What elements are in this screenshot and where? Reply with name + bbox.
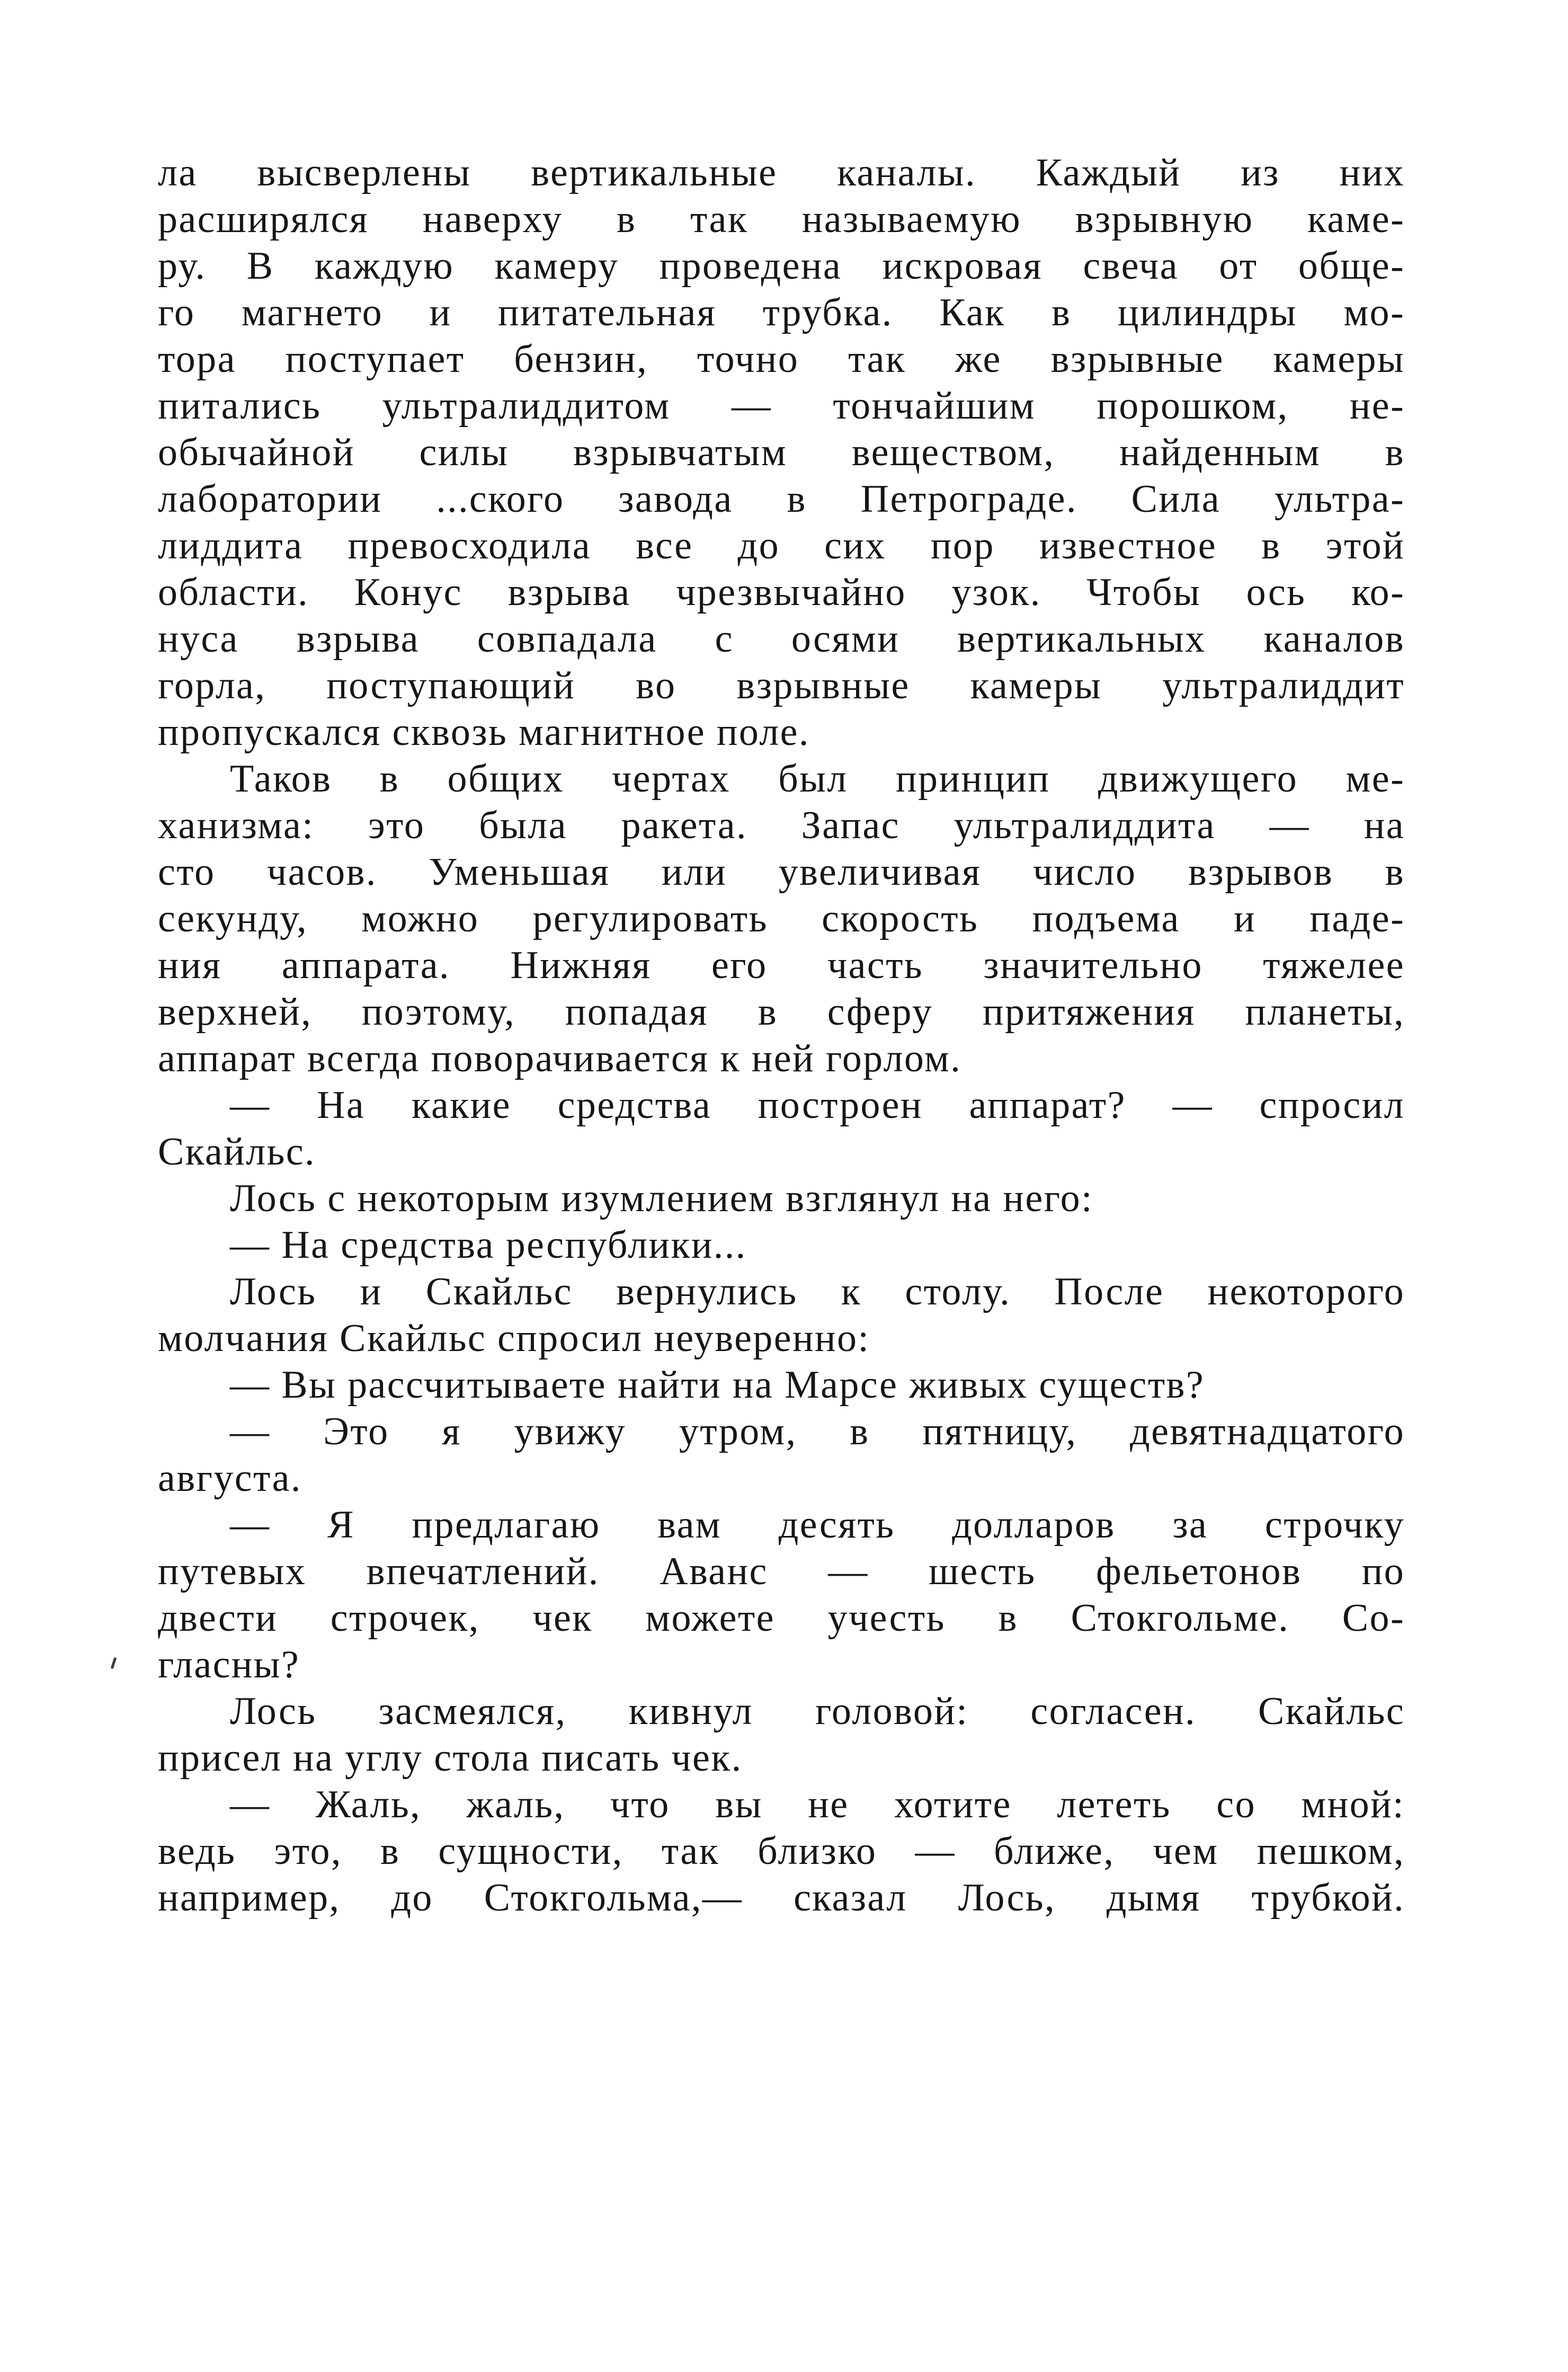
text-line: области. Конус взрыва чрезвычайно узок. Чтобы ось ко- — [158, 571, 1405, 614]
text-line: гласны? — [158, 1643, 300, 1686]
text-line: Лось и Скайльс вернулись к столу. После некоторого — [230, 1270, 1405, 1313]
text-line: го магнето и питательная трубка. Как в цилиндры мо- — [158, 291, 1405, 334]
text-line: верхней, поэтому, попадая в сферу притяжения планеты, — [158, 990, 1405, 1034]
text-line: молчания Скайльс спросил неуверенно: — [158, 1317, 870, 1360]
text-line: ру. В каждую камеру проведена искровая свеча от обще- — [158, 244, 1405, 288]
text-line: ла высверлены вертикальные каналы. Каждый из них — [158, 151, 1405, 194]
text-line: питались ультралиддитом — тончайшим порошком, не- — [158, 384, 1405, 428]
text-line: Лось засмеялся, кивнул головой: согласен. Скайльс — [230, 1690, 1405, 1733]
text-line: — На какие средства построен аппарат? — спросил — [230, 1083, 1405, 1127]
text-line: Лось с некоторым изумлением взглянул на него: — [230, 1177, 1093, 1220]
text-line: лаборатории ...ского завода в Петрограде. Сила ультра- — [158, 477, 1405, 521]
margin-speck — [111, 1657, 117, 1669]
text-line: — На средства республики... — [230, 1223, 747, 1267]
text-line: обычайной силы взрывчатым веществом, найденным в — [158, 431, 1405, 474]
text-line: горла, поступающий во взрывные камеры ультралиддит — [158, 664, 1405, 707]
text-line: ния аппарата. Нижняя его часть значительно тяжелее — [158, 944, 1405, 987]
text-line: путевых впечатлений. Аванс — шесть фельетонов по — [158, 1550, 1405, 1593]
text-line: лиддита превосходила все до сих пор известное в этой — [158, 524, 1405, 567]
body-text — [158, 149, 1405, 1921]
text-line: аппарат всегда поворачивается к ней горлом. — [158, 1037, 962, 1080]
text-line: — Вы рассчитываете найти на Марсе живых существ? — [230, 1363, 1205, 1407]
text-line: ведь это, в сущности, так близко — ближе, чем пешком, — [158, 1829, 1405, 1873]
text-line: — Это я увижу утром, в пятницу, девятнадцатого — [230, 1410, 1405, 1453]
text-line: секунду, можно регулировать скорость подъема и паде- — [158, 897, 1405, 940]
text-line: — Я предлагаю вам десять долларов за строчку — [230, 1503, 1405, 1547]
text-line: августа. — [158, 1456, 302, 1500]
text-line: Скайльс. — [158, 1130, 316, 1174]
text-line: нуса взрыва совпадала с осями вертикальных каналов — [158, 617, 1405, 661]
text-line: пропускался сквозь магнитное поле. — [158, 710, 810, 754]
text-line: присел на углу стола писать чек. — [158, 1736, 743, 1780]
text-line: тора поступает бензин, точно так же взрывные камеры — [158, 337, 1405, 381]
text-line: расширялся наверху в так называемую взрывную каме- — [158, 198, 1405, 241]
text-line: двести строчек, чек можете учесть в Стокгольме. Со- — [158, 1596, 1405, 1640]
text-line: сто часов. Уменьшая или увеличивая число взрывов в — [158, 850, 1405, 894]
text-line: Таков в общих чертах был принцип движущего ме- — [230, 757, 1405, 801]
text-line: ханизма: это была ракета. Запас ультралиддита — на — [158, 804, 1405, 847]
text-line: например, до Стокгольма,— сказал Лось, дымя трубкой. — [158, 1876, 1405, 1920]
text-line: — Жаль, жаль, что вы не хотите лететь со мной: — [230, 1783, 1405, 1826]
